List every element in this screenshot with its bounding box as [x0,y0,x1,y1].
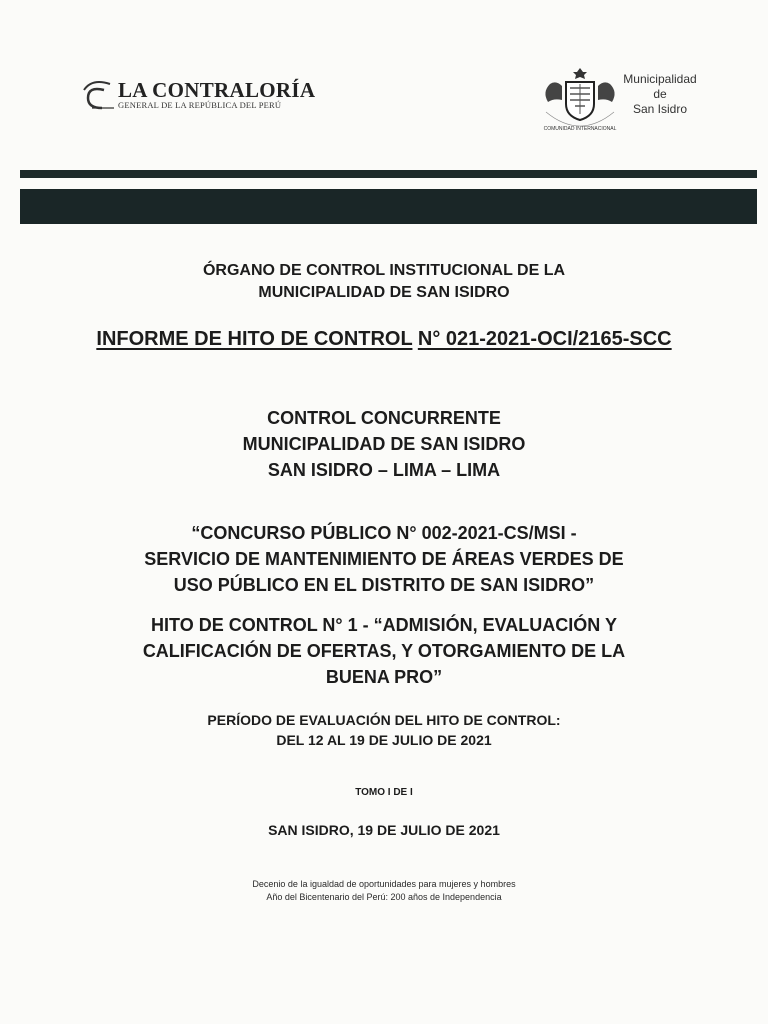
organo-line: ÓRGANO DE CONTROL INSTITUCIONAL DE LA [202,262,566,279]
informe-line: INFORME DE HITO DE CONTROL [96,328,413,350]
contraloria-subtitle: GENERAL DE LA REPÚBLICA DEL PERÚ [118,100,282,110]
informe-title [40,327,728,352]
seal-text: COMUNIDAD INTERNACIONAL [543,126,617,132]
hito-title [40,612,728,690]
control-line: CONTROL CONCURRENTE [267,408,501,428]
concurso-line: “CONCURSO PÚBLICO N° 002-2021-CS/MSI - [191,523,577,543]
organo-heading [40,260,728,304]
decenio-footer [40,878,728,904]
muni-line: San Isidro [632,102,688,116]
hito-line: CALIFICACIÓN DE OFERTAS, Y OTORGAMIENTO DE LA [142,641,626,661]
concurso-title [40,520,728,598]
organo-line: MUNICIPALIDAD DE SAN ISIDRO [258,284,510,301]
decenio-line: Decenio de la igualdad de oportunidades para mujeres y hombres [252,879,516,889]
muni-line: de [653,87,667,101]
municipality-name [615,72,705,117]
control-heading [40,405,728,483]
header-divider-thin [20,170,757,178]
informe-number: N° 021-2021-OCI/2165-SCC [417,328,672,350]
contraloria-emblem-icon [78,78,118,114]
periodo-line: DEL 12 AL 19 DE JULIO DE 2021 [276,732,492,748]
periodo-line: PERÍODO DE EVALUACIÓN DEL HITO DE CONTROL: [207,712,561,728]
concurso-line: USO PÚBLICO EN EL DISTRITO DE SAN ISIDRO” [173,575,595,595]
hito-line: BUENA PRO” [325,667,443,687]
control-line: MUNICIPALIDAD DE SAN ISIDRO [242,434,526,454]
decenio-line: Año del Bicentenario del Perú: 200 años de Independencia [266,892,502,902]
hito-line: HITO DE CONTROL N° 1 - “ADMISIÓN, EVALUACIÓN Y [151,615,617,635]
concurso-line: SERVICIO DE MANTENIMIENTO DE ÁREAS VERDES DE [144,549,624,569]
contraloria-name: LA CONTRALORÍA [118,78,316,102]
contraloria-logo [78,78,316,114]
periodo-heading [40,710,728,750]
header-divider-thick [20,189,757,224]
place-date: SAN ISIDRO, 19 DE JULIO DE 2021 [268,822,500,838]
control-line: SAN ISIDRO – LIMA – LIMA [267,460,501,480]
muni-line: Municipalidad [623,72,697,86]
tomo-label: TOMO I DE I [355,787,413,798]
municipal-seal-icon [540,62,620,138]
